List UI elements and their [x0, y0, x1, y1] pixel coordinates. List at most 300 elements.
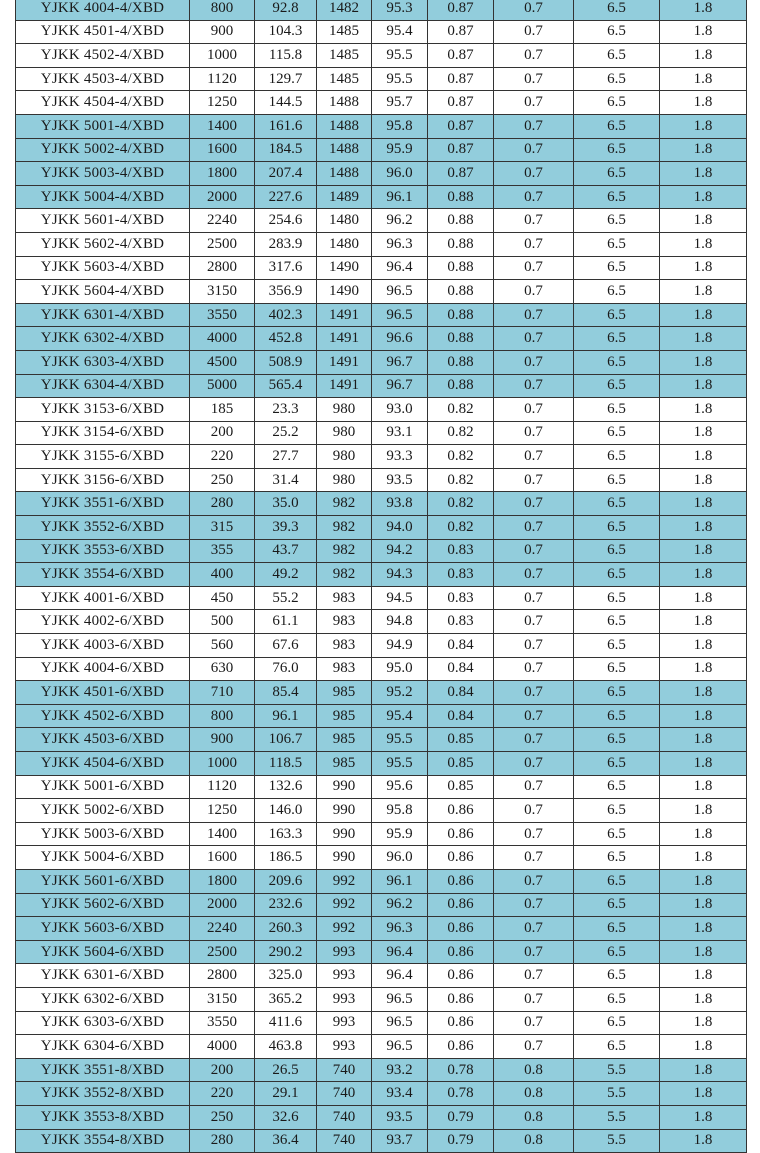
cell-speed: 985 — [317, 681, 372, 705]
cell-power-factor: 0.86 — [428, 940, 494, 964]
cell-current: 118.5 — [255, 752, 317, 776]
cell-col7: 0.7 — [494, 657, 574, 681]
cell-power: 900 — [190, 728, 255, 752]
cell-col8: 6.5 — [574, 516, 660, 540]
cell-speed: 985 — [317, 752, 372, 776]
cell-power: 4000 — [190, 327, 255, 351]
cell-speed: 993 — [317, 964, 372, 988]
cell-col7: 0.7 — [494, 539, 574, 563]
table-row — [16, 893, 747, 917]
cell-col9: 1.8 — [660, 563, 747, 587]
cell-speed: 980 — [317, 398, 372, 422]
cell-col7: 0.7 — [494, 468, 574, 492]
cell-current: 132.6 — [255, 775, 317, 799]
cell-efficiency: 95.5 — [372, 44, 428, 68]
cell-col7: 0.7 — [494, 421, 574, 445]
cell-power: 630 — [190, 657, 255, 681]
table-row — [16, 846, 747, 870]
cell-col8: 5.5 — [574, 1129, 660, 1153]
cell-col8: 6.5 — [574, 256, 660, 280]
cell-speed: 993 — [317, 1011, 372, 1035]
cell-col8: 6.5 — [574, 398, 660, 422]
cell-col9: 1.8 — [660, 0, 747, 20]
cell-efficiency: 93.2 — [372, 1058, 428, 1082]
cell-power: 800 — [190, 704, 255, 728]
table-row — [16, 1058, 747, 1082]
cell-power-factor: 0.78 — [428, 1082, 494, 1106]
cell-speed: 1491 — [317, 350, 372, 374]
cell-power: 560 — [190, 634, 255, 658]
cell-col7: 0.7 — [494, 893, 574, 917]
cell-col9: 1.8 — [660, 20, 747, 44]
cell-efficiency: 93.0 — [372, 398, 428, 422]
cell-current: 104.3 — [255, 20, 317, 44]
cell-col8: 6.5 — [574, 657, 660, 681]
table-row — [16, 610, 747, 634]
cell-power-factor: 0.88 — [428, 280, 494, 304]
cell-power-factor: 0.88 — [428, 209, 494, 233]
table-row — [16, 799, 747, 823]
table-row — [16, 374, 747, 398]
cell-col9: 1.8 — [660, 775, 747, 799]
cell-col9: 1.8 — [660, 67, 747, 91]
cell-power-factor: 0.82 — [428, 516, 494, 540]
cell-model: YJKK 5604-4/XBD — [16, 280, 190, 304]
cell-col9: 1.8 — [660, 1011, 747, 1035]
cell-model: YJKK 5004-4/XBD — [16, 185, 190, 209]
cell-efficiency: 94.2 — [372, 539, 428, 563]
cell-col7: 0.7 — [494, 940, 574, 964]
cell-col7: 0.7 — [494, 44, 574, 68]
cell-col7: 0.7 — [494, 610, 574, 634]
cell-efficiency: 96.4 — [372, 964, 428, 988]
cell-power: 1120 — [190, 67, 255, 91]
cell-col7: 0.7 — [494, 374, 574, 398]
table-row — [16, 586, 747, 610]
cell-speed: 1490 — [317, 256, 372, 280]
cell-col8: 6.5 — [574, 350, 660, 374]
cell-power: 1000 — [190, 44, 255, 68]
cell-power-factor: 0.86 — [428, 799, 494, 823]
cell-power-factor: 0.84 — [428, 634, 494, 658]
cell-power: 2800 — [190, 964, 255, 988]
table-row — [16, 114, 747, 138]
cell-power: 250 — [190, 468, 255, 492]
cell-power-factor: 0.86 — [428, 917, 494, 941]
cell-power: 710 — [190, 681, 255, 705]
cell-current: 25.2 — [255, 421, 317, 445]
cell-col8: 6.5 — [574, 445, 660, 469]
cell-model: YJKK 6304-4/XBD — [16, 374, 190, 398]
cell-current: 92.8 — [255, 0, 317, 20]
cell-efficiency: 95.0 — [372, 657, 428, 681]
cell-power-factor: 0.88 — [428, 185, 494, 209]
cell-model: YJKK 5003-4/XBD — [16, 162, 190, 186]
cell-current: 23.3 — [255, 398, 317, 422]
table-row — [16, 91, 747, 115]
cell-speed: 980 — [317, 421, 372, 445]
cell-col8: 6.5 — [574, 303, 660, 327]
cell-col8: 6.5 — [574, 280, 660, 304]
cell-current: 55.2 — [255, 586, 317, 610]
cell-efficiency: 95.5 — [372, 67, 428, 91]
cell-model: YJKK 5003-6/XBD — [16, 822, 190, 846]
cell-current: 186.5 — [255, 846, 317, 870]
cell-col8: 6.5 — [574, 209, 660, 233]
cell-speed: 993 — [317, 1035, 372, 1059]
cell-efficiency: 93.7 — [372, 1129, 428, 1153]
cell-power-factor: 0.87 — [428, 44, 494, 68]
cell-power-factor: 0.79 — [428, 1105, 494, 1129]
cell-col8: 6.5 — [574, 91, 660, 115]
table-row — [16, 1011, 747, 1035]
cell-speed: 992 — [317, 893, 372, 917]
cell-power: 400 — [190, 563, 255, 587]
cell-efficiency: 95.7 — [372, 91, 428, 115]
cell-col8: 6.5 — [574, 162, 660, 186]
table-row — [16, 539, 747, 563]
cell-power-factor: 0.79 — [428, 1129, 494, 1153]
cell-power-factor: 0.87 — [428, 138, 494, 162]
cell-power-factor: 0.87 — [428, 114, 494, 138]
cell-col8: 6.5 — [574, 869, 660, 893]
cell-col8: 6.5 — [574, 846, 660, 870]
cell-model: YJKK 4503-4/XBD — [16, 67, 190, 91]
cell-current: 452.8 — [255, 327, 317, 351]
cell-speed: 1485 — [317, 67, 372, 91]
cell-col9: 1.8 — [660, 846, 747, 870]
cell-col8: 5.5 — [574, 1082, 660, 1106]
table-row — [16, 775, 747, 799]
cell-current: 356.9 — [255, 280, 317, 304]
cell-current: 565.4 — [255, 374, 317, 398]
cell-power-factor: 0.88 — [428, 327, 494, 351]
cell-efficiency: 96.7 — [372, 374, 428, 398]
table-row — [16, 1082, 747, 1106]
cell-efficiency: 93.8 — [372, 492, 428, 516]
table-row — [16, 44, 747, 68]
cell-efficiency: 96.7 — [372, 350, 428, 374]
cell-efficiency: 96.5 — [372, 1011, 428, 1035]
cell-col9: 1.8 — [660, 799, 747, 823]
cell-model: YJKK 3554-8/XBD — [16, 1129, 190, 1153]
cell-col7: 0.7 — [494, 964, 574, 988]
cell-col9: 1.8 — [660, 752, 747, 776]
cell-efficiency: 96.0 — [372, 162, 428, 186]
cell-power: 500 — [190, 610, 255, 634]
cell-col9: 1.8 — [660, 374, 747, 398]
table-row — [16, 256, 747, 280]
cell-efficiency: 94.0 — [372, 516, 428, 540]
cell-power-factor: 0.88 — [428, 232, 494, 256]
cell-col8: 6.5 — [574, 917, 660, 941]
cell-model: YJKK 6303-6/XBD — [16, 1011, 190, 1035]
cell-power-factor: 0.82 — [428, 492, 494, 516]
cell-speed: 1480 — [317, 209, 372, 233]
cell-model: YJKK 5603-4/XBD — [16, 256, 190, 280]
cell-col9: 1.8 — [660, 610, 747, 634]
cell-col8: 6.5 — [574, 327, 660, 351]
cell-model: YJKK 4502-4/XBD — [16, 44, 190, 68]
cell-col8: 6.5 — [574, 20, 660, 44]
table-row — [16, 940, 747, 964]
cell-col9: 1.8 — [660, 987, 747, 1011]
cell-col8: 6.5 — [574, 185, 660, 209]
cell-col7: 0.8 — [494, 1082, 574, 1106]
cell-col9: 1.8 — [660, 492, 747, 516]
cell-model: YJKK 4503-6/XBD — [16, 728, 190, 752]
cell-model: YJKK 4002-6/XBD — [16, 610, 190, 634]
cell-col7: 0.7 — [494, 799, 574, 823]
cell-col8: 5.5 — [574, 1058, 660, 1082]
cell-efficiency: 93.5 — [372, 1105, 428, 1129]
cell-col8: 6.5 — [574, 138, 660, 162]
cell-power: 250 — [190, 1105, 255, 1129]
cell-speed: 740 — [317, 1129, 372, 1153]
cell-current: 96.1 — [255, 704, 317, 728]
cell-speed: 1491 — [317, 303, 372, 327]
cell-col7: 0.8 — [494, 1105, 574, 1129]
table-row — [16, 1105, 747, 1129]
cell-power: 1400 — [190, 822, 255, 846]
cell-efficiency: 95.8 — [372, 799, 428, 823]
cell-col7: 0.7 — [494, 869, 574, 893]
cell-power: 315 — [190, 516, 255, 540]
cell-model: YJKK 3153-6/XBD — [16, 398, 190, 422]
table-row — [16, 232, 747, 256]
cell-speed: 1490 — [317, 280, 372, 304]
cell-col8: 6.5 — [574, 775, 660, 799]
cell-speed: 1491 — [317, 374, 372, 398]
cell-efficiency: 95.8 — [372, 114, 428, 138]
cell-col7: 0.7 — [494, 563, 574, 587]
cell-model: YJKK 5002-6/XBD — [16, 799, 190, 823]
motor-spec-table — [15, 0, 747, 1153]
cell-efficiency: 95.2 — [372, 681, 428, 705]
cell-col8: 6.5 — [574, 1011, 660, 1035]
cell-power-factor: 0.87 — [428, 67, 494, 91]
cell-speed: 990 — [317, 846, 372, 870]
cell-col9: 1.8 — [660, 1058, 747, 1082]
cell-model: YJKK 3156-6/XBD — [16, 468, 190, 492]
cell-efficiency: 96.1 — [372, 185, 428, 209]
cell-col7: 0.7 — [494, 917, 574, 941]
cell-model: YJKK 4504-6/XBD — [16, 752, 190, 776]
cell-speed: 992 — [317, 869, 372, 893]
cell-col7: 0.7 — [494, 445, 574, 469]
cell-model: YJKK 3551-8/XBD — [16, 1058, 190, 1082]
cell-col9: 1.8 — [660, 634, 747, 658]
cell-efficiency: 96.5 — [372, 303, 428, 327]
cell-col7: 0.7 — [494, 350, 574, 374]
cell-speed: 1485 — [317, 20, 372, 44]
cell-current: 463.8 — [255, 1035, 317, 1059]
table-row — [16, 327, 747, 351]
cell-col8: 6.5 — [574, 1035, 660, 1059]
table-row — [16, 185, 747, 209]
cell-speed: 1482 — [317, 0, 372, 20]
cell-col9: 1.8 — [660, 44, 747, 68]
cell-power-factor: 0.87 — [428, 91, 494, 115]
cell-model: YJKK 6303-4/XBD — [16, 350, 190, 374]
cell-model: YJKK 5002-4/XBD — [16, 138, 190, 162]
cell-efficiency: 94.9 — [372, 634, 428, 658]
cell-current: 146.0 — [255, 799, 317, 823]
cell-power-factor: 0.83 — [428, 563, 494, 587]
cell-col9: 1.8 — [660, 232, 747, 256]
cell-col9: 1.8 — [660, 586, 747, 610]
cell-power-factor: 0.88 — [428, 374, 494, 398]
cell-power: 2000 — [190, 185, 255, 209]
cell-power: 1800 — [190, 162, 255, 186]
cell-col8: 6.5 — [574, 421, 660, 445]
cell-power-factor: 0.82 — [428, 421, 494, 445]
table-row — [16, 917, 747, 941]
cell-current: 184.5 — [255, 138, 317, 162]
cell-efficiency: 96.3 — [372, 917, 428, 941]
table-row — [16, 563, 747, 587]
cell-col9: 1.8 — [660, 964, 747, 988]
cell-efficiency: 94.8 — [372, 610, 428, 634]
cell-speed: 993 — [317, 940, 372, 964]
cell-col8: 6.5 — [574, 374, 660, 398]
cell-power: 3550 — [190, 303, 255, 327]
cell-col7: 0.7 — [494, 138, 574, 162]
cell-col7: 0.7 — [494, 20, 574, 44]
cell-col8: 6.5 — [574, 610, 660, 634]
cell-col8: 6.5 — [574, 681, 660, 705]
cell-col7: 0.7 — [494, 398, 574, 422]
cell-power: 900 — [190, 20, 255, 44]
cell-col7: 0.7 — [494, 1011, 574, 1035]
cell-speed: 983 — [317, 586, 372, 610]
cell-current: 411.6 — [255, 1011, 317, 1035]
cell-power: 3150 — [190, 987, 255, 1011]
cell-current: 161.6 — [255, 114, 317, 138]
cell-efficiency: 95.6 — [372, 775, 428, 799]
cell-power: 1600 — [190, 138, 255, 162]
cell-col7: 0.7 — [494, 752, 574, 776]
cell-power-factor: 0.86 — [428, 893, 494, 917]
cell-col7: 0.7 — [494, 492, 574, 516]
cell-col8: 6.5 — [574, 704, 660, 728]
cell-col8: 6.5 — [574, 232, 660, 256]
table-row — [16, 1035, 747, 1059]
cell-current: 106.7 — [255, 728, 317, 752]
cell-col7: 0.7 — [494, 822, 574, 846]
cell-col8: 6.5 — [574, 67, 660, 91]
cell-model: YJKK 6302-4/XBD — [16, 327, 190, 351]
cell-efficiency: 94.5 — [372, 586, 428, 610]
cell-col9: 1.8 — [660, 1105, 747, 1129]
cell-col8: 6.5 — [574, 893, 660, 917]
cell-col7: 0.7 — [494, 280, 574, 304]
cell-power: 2240 — [190, 917, 255, 941]
cell-power: 1250 — [190, 799, 255, 823]
cell-col8: 6.5 — [574, 940, 660, 964]
cell-efficiency: 95.3 — [372, 0, 428, 20]
cell-col7: 0.7 — [494, 114, 574, 138]
cell-current: 144.5 — [255, 91, 317, 115]
cell-col9: 1.8 — [660, 185, 747, 209]
cell-col9: 1.8 — [660, 421, 747, 445]
cell-current: 227.6 — [255, 185, 317, 209]
cell-power-factor: 0.78 — [428, 1058, 494, 1082]
cell-speed: 990 — [317, 775, 372, 799]
table-row — [16, 20, 747, 44]
cell-col9: 1.8 — [660, 303, 747, 327]
cell-power: 355 — [190, 539, 255, 563]
cell-current: 232.6 — [255, 893, 317, 917]
cell-model: YJKK 6301-4/XBD — [16, 303, 190, 327]
cell-col8: 6.5 — [574, 0, 660, 20]
cell-col7: 0.7 — [494, 0, 574, 20]
cell-model: YJKK 5602-4/XBD — [16, 232, 190, 256]
cell-power-factor: 0.85 — [428, 752, 494, 776]
cell-efficiency: 96.5 — [372, 987, 428, 1011]
cell-speed: 980 — [317, 445, 372, 469]
cell-power: 280 — [190, 492, 255, 516]
cell-col8: 6.5 — [574, 586, 660, 610]
cell-current: 365.2 — [255, 987, 317, 1011]
cell-col7: 0.7 — [494, 775, 574, 799]
cell-current: 26.5 — [255, 1058, 317, 1082]
table-row — [16, 681, 747, 705]
cell-current: 27.7 — [255, 445, 317, 469]
cell-col9: 1.8 — [660, 704, 747, 728]
cell-model: YJKK 4001-6/XBD — [16, 586, 190, 610]
cell-power: 1000 — [190, 752, 255, 776]
cell-model: YJKK 5001-6/XBD — [16, 775, 190, 799]
table-row — [16, 964, 747, 988]
cell-power: 220 — [190, 1082, 255, 1106]
cell-power: 200 — [190, 421, 255, 445]
table-row — [16, 657, 747, 681]
cell-col8: 6.5 — [574, 964, 660, 988]
cell-model: YJKK 4003-6/XBD — [16, 634, 190, 658]
table-row — [16, 162, 747, 186]
cell-col8: 6.5 — [574, 492, 660, 516]
cell-current: 317.6 — [255, 256, 317, 280]
cell-col7: 0.7 — [494, 303, 574, 327]
cell-col9: 1.8 — [660, 138, 747, 162]
cell-power: 2000 — [190, 893, 255, 917]
cell-power: 2240 — [190, 209, 255, 233]
cell-col8: 6.5 — [574, 634, 660, 658]
cell-efficiency: 95.9 — [372, 138, 428, 162]
table-row — [16, 280, 747, 304]
cell-col9: 1.8 — [660, 468, 747, 492]
table-row — [16, 468, 747, 492]
cell-efficiency: 96.5 — [372, 1035, 428, 1059]
cell-model: YJKK 5601-4/XBD — [16, 209, 190, 233]
cell-col9: 1.8 — [660, 1035, 747, 1059]
table-row — [16, 728, 747, 752]
cell-power: 5000 — [190, 374, 255, 398]
table-row — [16, 752, 747, 776]
cell-speed: 1489 — [317, 185, 372, 209]
cell-current: 283.9 — [255, 232, 317, 256]
cell-efficiency: 96.1 — [372, 869, 428, 893]
cell-efficiency: 93.4 — [372, 1082, 428, 1106]
cell-col7: 0.7 — [494, 704, 574, 728]
cell-power-factor: 0.86 — [428, 846, 494, 870]
cell-col8: 6.5 — [574, 728, 660, 752]
cell-power-factor: 0.82 — [428, 398, 494, 422]
cell-current: 85.4 — [255, 681, 317, 705]
cell-col8: 6.5 — [574, 44, 660, 68]
cell-power: 800 — [190, 0, 255, 20]
